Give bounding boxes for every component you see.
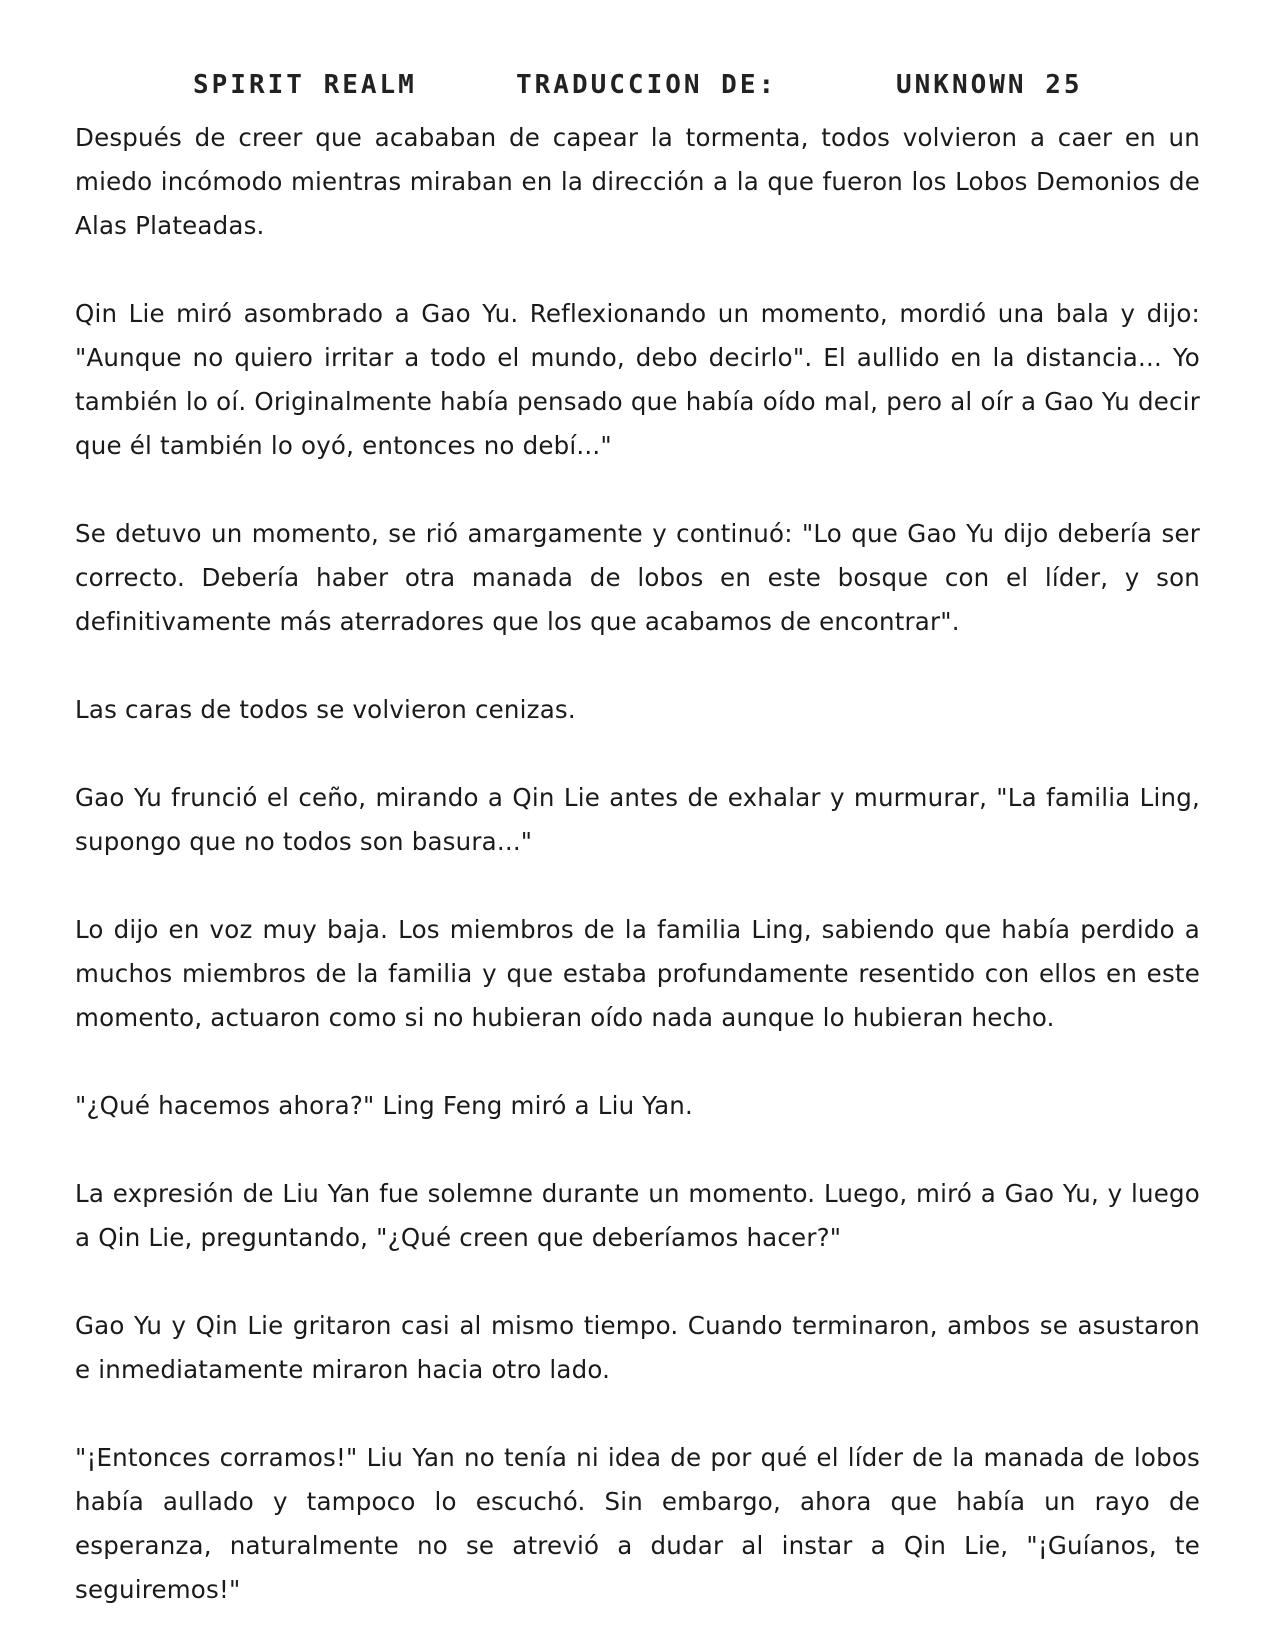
paragraph: Las caras de todos se volvieron cenizas. xyxy=(75,695,576,724)
paragraph: "¿Qué hacemos ahora?" Ling Feng miró a Liu Yan. xyxy=(75,1091,694,1120)
paragraph: Gao Yu y Qin Lie gritaron casi al mismo tiempo. Cuando terminaron, ambos se asustaron e inmediatamente miraron hacia otro lado. xyxy=(75,1311,1200,1384)
header-title: SPIRIT REALM xyxy=(193,70,417,100)
header-translation-label: TRADUCCION DE: xyxy=(516,70,778,100)
paragraph: La expresión de Liu Yan fue solemne durante un momento. Luego, miró a Gao Yu, y luego a Qin Lie, preguntando, "¿Qué creen que deberíamos hacer?" xyxy=(75,1179,1200,1252)
paragraph: Gao Yu frunció el ceño, mirando a Qin Lie antes de exhalar y murmurar, "La familia Ling, supongo que no todos son basura..." xyxy=(75,783,1200,856)
chapter-body xyxy=(75,116,1200,1612)
paragraph: "¡Entonces corramos!" Liu Yan no tenía ni idea de por qué el líder de la manada de lobos había aullado y tampoco lo escuchó. Sin embargo, ahora que había un rayo de esperanza, naturalmente no se atrevió a dudar al instar a Qin Lie, "¡Guíanos, te seguiremos!" xyxy=(75,1443,1200,1604)
paragraph: Se detuvo un momento, se rió amargamente y continuó: "Lo que Gao Yu dijo debería ser correcto. Debería haber otra manada de lobos en este bosque con el líder, y son definitivamente más aterradores que los que acabamos de encontrar". xyxy=(75,519,1200,636)
header-translator-credit: UNKNOWN 25 xyxy=(896,70,1083,100)
paragraph: Después de creer que acababan de capear la tormenta, todos volvieron a caer en un miedo incómodo mientras miraban en la dirección a la que fueron los Lobos Demonios de Alas Plateadas. xyxy=(75,123,1200,240)
page-header xyxy=(0,70,1275,110)
paragraph: Lo dijo en voz muy baja. Los miembros de la familia Ling, sabiendo que había perdido a muchos miembros de la familia y que estaba profundamente resentido con ellos en este momento, actuaron como si no hubieran oído nada aunque lo hubieran hecho. xyxy=(75,915,1200,1032)
paragraph: Qin Lie miró asombrado a Gao Yu. Reflexionando un momento, mordió una bala y dijo: "Aunque no quiero irritar a todo el mundo, debo decirlo". El aullido en la distancia... Yo también lo oí. Originalmente había pensado que había oído mal, pero al oír a Gao Yu decir que él también lo oyó, entonces no debí..." xyxy=(75,299,1200,460)
